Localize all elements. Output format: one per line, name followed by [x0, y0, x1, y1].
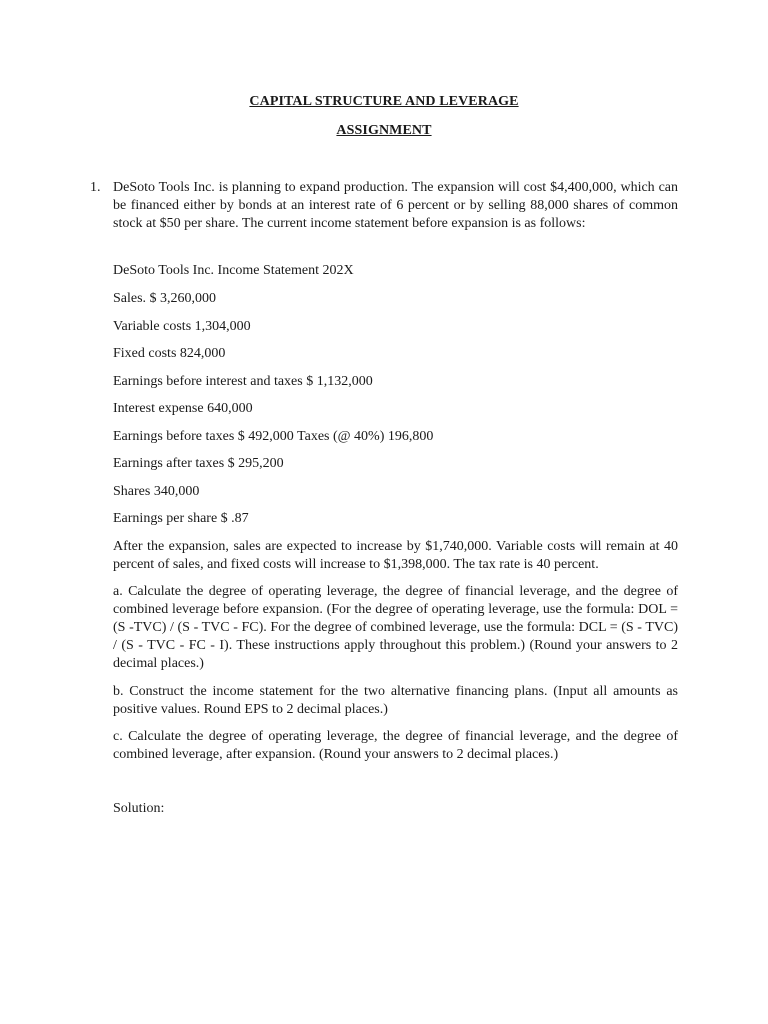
statement-interest-expense: Interest expense 640,000	[113, 401, 253, 416]
question-number: 1.	[90, 180, 101, 195]
statement-variable-costs: Variable costs 1,304,000	[113, 319, 251, 334]
statement-eat: Earnings after taxes $ 295,200	[113, 456, 284, 471]
part-a-paragraph: a. Calculate the degree of operating leverage, the degree of financial leverage, and the degree of combined leverage before expansion. (For the degree of operating leverage, use the formula: DOL = (S -TVC) / (S - TVC - FC). For the degree of combined leverage, use the formula: DCL = (S - TVC) / (S - TVC - FC - I). These instructions apply throughout this problem.) (Round your answers to 2 decimal places.)	[113, 584, 678, 671]
statement-eps: Earnings per share $ .87	[113, 511, 249, 526]
document-title: CAPITAL STRUCTURE AND LEVERAGE	[249, 94, 519, 109]
part-c-paragraph: c. Calculate the degree of operating leverage, the degree of financial leverage, and the degree of combined leverage, after expansion. (Round your answers to 2 decimal places.)	[113, 729, 678, 762]
part-b-paragraph: b. Construct the income statement for the two alternative financing plans. (Input all amounts as positive values. Round EPS to 2 decimal places.)	[113, 684, 678, 717]
after-expansion-paragraph: After the expansion, sales are expected to increase by $1,740,000. Variable costs will remain at 40 percent of sales, and fixed costs will increase to $1,398,000. The tax rate is 40 percent.	[113, 539, 678, 572]
question-intro: DeSoto Tools Inc. is planning to expand production. The expansion will cost $4,400,000, which can be financed either by bonds at an interest rate of 6 percent or by selling 88,000 shares of common stock at $50 per share. The current income statement before expansion is as follows:	[113, 180, 678, 231]
solution-label: Solution:	[113, 801, 165, 816]
income-statement-heading: DeSoto Tools Inc. Income Statement 202X	[113, 263, 354, 278]
document-subtitle: ASSIGNMENT	[336, 123, 432, 138]
statement-ebit: Earnings before interest and taxes $ 1,132,000	[113, 374, 373, 389]
statement-ebt-taxes: Earnings before taxes $ 492,000 Taxes (@ 40%) 196,800	[113, 429, 434, 444]
statement-sales: Sales. $ 3,260,000	[113, 291, 217, 306]
statement-fixed-costs: Fixed costs 824,000	[113, 346, 226, 361]
statement-shares: Shares 340,000	[113, 484, 200, 499]
